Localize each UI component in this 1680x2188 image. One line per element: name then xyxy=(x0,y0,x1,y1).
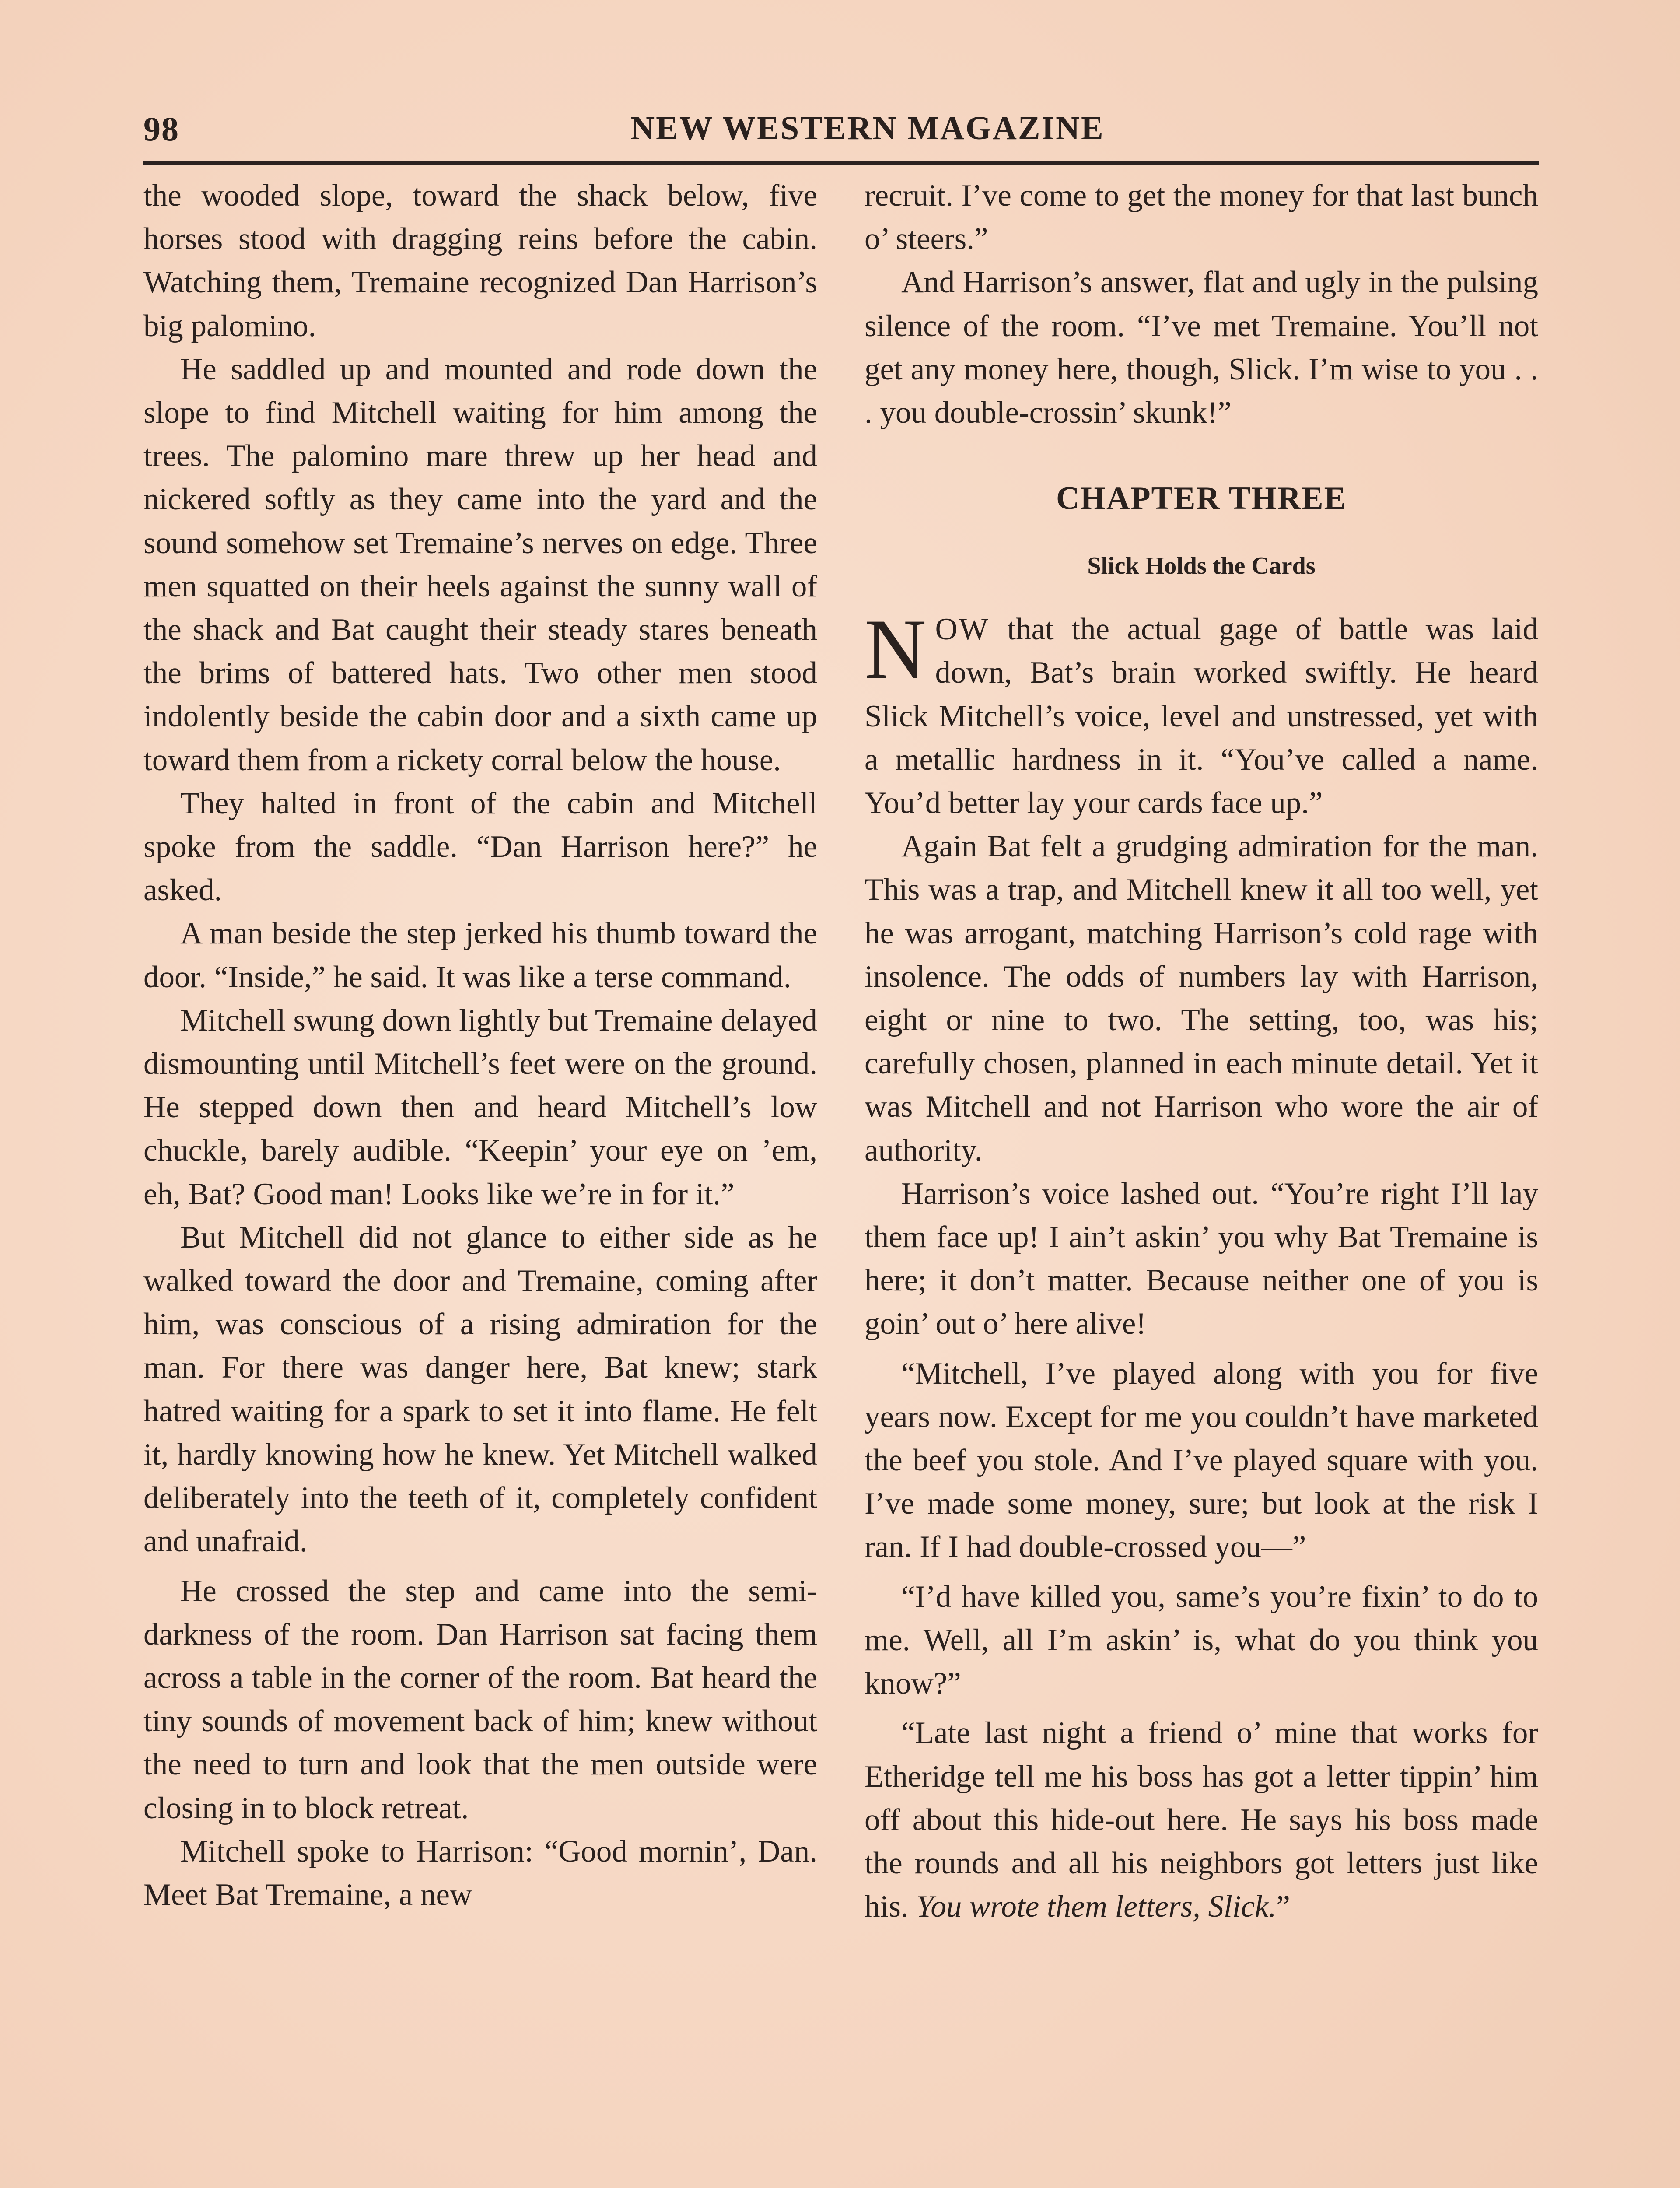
paragraph: But Mitchell did not glance to either side as he walked toward the door and Tremaine, coming after him, was conscious of a rising admiration for the man. For there was danger here, Bat knew; stark hatred waiting for a spark to set it into flame. He felt it, hardly knowing how he knew. Yet Mitchell walked deliberately into the teeth of it, completely confident and unafraid. xyxy=(144,1220,817,1559)
paragraph: A man beside the step jerked his thumb toward the door. “Inside,” he said. It was like a terse command. xyxy=(144,916,817,994)
paragraph: They halted in front of the cabin and Mitchell spoke from the saddle. “Dan Harrison here?” he asked. xyxy=(144,786,817,908)
page-number: 98 xyxy=(144,110,179,148)
paragraph-text: “Late last night a friend o’ mine that works for Etheridge tell me his boss has got a letter tippin’ him off about this hide-out here. He says his boss made the rounds and all his neighbors got letters just like his. xyxy=(864,1716,1538,1924)
chapter-heading: CHAPTER THREE xyxy=(1056,480,1347,517)
paragraph xyxy=(864,1711,1538,1929)
magazine-page xyxy=(144,103,1539,2188)
italic-text: You wrote them letters, Slick. xyxy=(916,1890,1277,1924)
right-column xyxy=(864,174,1538,1929)
paragraph: He saddled up and mounted and rode down the slope to find Mitchell waiting for him among the trees. The palomino mare threw up her head and nickered softly as they came into the yard and the sound somehow set Tremaine’s nerves on edge. Three men squatted on their heels against the sunny wall of the shack and Bat caught their steady stares beneath the brims of battered hats. Two other men stood indolently beside the cabin door and a sixth came up toward them from a rickety corral below the house. xyxy=(144,352,817,777)
drop-cap: N xyxy=(864,602,927,697)
magazine-title: NEW WESTERN MAGAZINE xyxy=(630,110,1105,147)
left-column xyxy=(144,174,817,1917)
closing-quote: ” xyxy=(1276,1890,1290,1924)
paragraph: “I’d have killed you, same’s you’re fixin’ to do to me. Well, all I’m askin’ is, what do you think you know?” xyxy=(864,1579,1538,1701)
paragraph: Harrison’s voice lashed out. “You’re right I’ll lay them face up! I ain’t askin’ you why Bat Tremaine is here; it don’t matter. Because neither one of you is goin’ out o’ here alive! xyxy=(864,1176,1538,1341)
paragraph: recruit. I’ve come to get the money for that last bunch o’ steers.” xyxy=(864,179,1538,256)
paragraph: Mitchell swung down lightly but Tremaine delayed dismounting until Mitchell’s feet were on the ground. He stepped down then and heard Mitchell’s low chuckle, barely audible. “Keepin’ your eye on ’em, eh, Bat? Good man! Looks like we’re in for it.” xyxy=(144,1003,817,1211)
paragraph: Again Bat felt a grudging admiration for the man. This was a trap, and Mitchell knew it all too well, yet he was arrogant, matching Harrison’s cold rage with insolence. The odds of numbers lay with Harrison, eight or nine to two. The setting, too, was his; carefully chosen, planned in each minute detail. Yet it was Mitchell and not Harrison who wore the air of authority. xyxy=(864,829,1538,1168)
page-header xyxy=(144,103,1539,165)
opening-paragraph xyxy=(864,602,1538,825)
opening-caps: OW xyxy=(935,612,990,647)
paragraph: And Harrison’s answer, flat and ugly in the pulsing silence of the room. “I’ve met Tremaine. You’ll not get any money here, though, Slick. I’m wise to you . . . you double-crossin’ skunk!” xyxy=(864,265,1538,430)
chapter-subtitle: Slick Holds the Cards xyxy=(1087,552,1316,580)
opening-text: that the actual gage of battle was laid down, Bat’s brain worked swiftly. He heard Slick Mitchell’s voice, level and unstressed, yet with a metallic hardness in it. “You’ve called a name. You’d better lay your cards face up.” xyxy=(864,612,1538,820)
paragraph: the wooded slope, toward the shack below, five horses stood with dragging reins before the cabin. Watching them, Tremaine recognized Dan Harrison’s big palomino. xyxy=(144,179,817,343)
paragraph: He crossed the step and came into the semi-darkness of the room. Dan Harrison sat facing them across a table in the corner of the room. Bat heard the tiny sounds of movement back of him; knew without the need to turn and look that the men outside were closing in to block retreat. xyxy=(144,1574,817,1825)
paragraph: “Mitchell, I’ve played along with you for five years now. Except for me you couldn’t have marketed the beef you stole. And I’ve played square with you. I’ve made some money, sure; but look at the risk I ran. If I had double-crossed you—” xyxy=(864,1356,1538,1564)
paragraph: Mitchell spoke to Harrison: “Good mornin’, Dan. Meet Bat Tremaine, a new xyxy=(144,1834,817,1912)
